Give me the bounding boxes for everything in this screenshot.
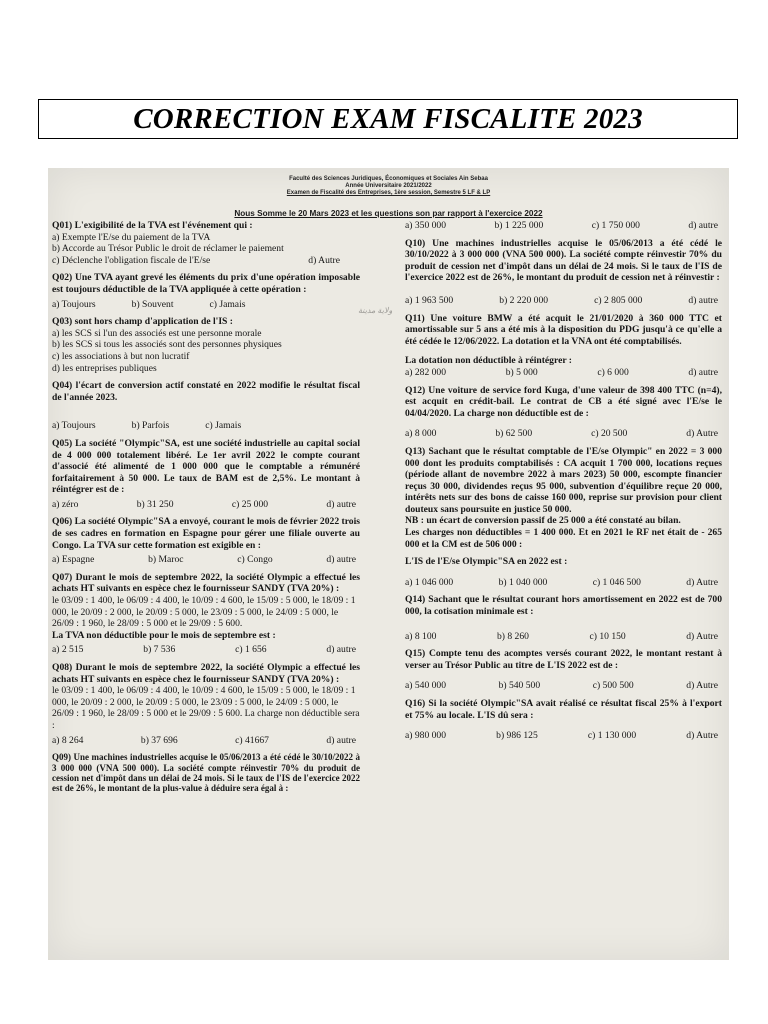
option-a: a) 2 515	[52, 644, 84, 656]
option-c: c) Jamais	[205, 420, 242, 432]
option-c: c) 1 130 000	[587, 730, 637, 742]
question-q14	[405, 594, 722, 642]
question-q09-options	[405, 220, 722, 232]
question-q03	[52, 316, 360, 374]
option-b: b) 31 250	[136, 498, 174, 510]
option-a: a) Toujours	[52, 298, 96, 310]
question-title: Q15) Compte tenu des acomptes versés courant 2022, le montant restant à verser au Trésor Public au titre de L'IS 2022 est de :	[405, 648, 722, 671]
exam-name: Examen de Fiscalité des Entreprises, 1ère session, Semestre 5 LF & LP	[286, 190, 491, 196]
title-box	[38, 99, 738, 139]
option-d: d) autre	[688, 366, 718, 378]
question-title: Q05) La société "Olympic"SA, est une société industrielle au capital social de 4 000 000 totalement libéré. Le 1er avril 2022 le compte courant d'associé été alimenté de 1 000 000 que le comptable a rémunéré forfaitairement à 50 000. Le taux de BAM est de 2,5%. Le montant à réintégrer est de :	[52, 437, 360, 496]
option-a: a) 282 000	[405, 366, 447, 378]
option-a: a) 980 000	[405, 730, 447, 742]
question-q15	[405, 648, 722, 692]
option-c: c) 20 500	[591, 428, 628, 440]
option-a: a) les SCS si l'un des associés est une personne morale	[52, 327, 262, 339]
question-title: Q09) Une machines industrielles acquise le 05/06/2013 a été cédé le 30/10/2022 à 3 000 000 (VNA 500 000). La société compte réinvestir 70% du produit de cession net d'impôt dans un délai de 24 mois. Si le taux de l'IS de l'exercice 2022 est de 26%, le montant de la plus-value à déduire sera égal à :	[52, 752, 360, 794]
faint-stamp: ولاية مدينة	[358, 306, 393, 315]
option-d: d) autre	[688, 294, 718, 306]
option-d: d) autre	[326, 734, 356, 746]
option-d: d) Autre	[686, 630, 718, 642]
option-d: d) autre	[688, 220, 718, 231]
question-ask: La dotation non déductible à réintégrer :	[405, 355, 573, 367]
option-c: c) 500 500	[592, 680, 634, 692]
option-a: a) 8 264	[52, 734, 84, 746]
question-title: Q12) Une voiture de service ford Kuga, d'une valeur de 398 400 TTC (n=4), est acquit en crédit-bail. Le contrat de CB a été signé avec l'E/se le 04/04/2020. La charge non déductible est de :	[405, 384, 722, 419]
academic-year: Année Universitaire 2021/2022	[345, 183, 432, 189]
option-c: c) 6 000	[597, 366, 629, 378]
option-c: c) 2 805 000	[594, 294, 643, 306]
question-title: Q11) Une voiture BMW a été acquit le 21/01/2020 à 360 000 TTC et amortissable sur 5 ans a été mis à la disposition du PDG jusqu'à ce qu'elle a été cédée le 12/06/2022. La dotation et la VNA ont été comptabilisés.	[405, 312, 722, 347]
left-column	[52, 220, 360, 800]
option-c: c) 1 750 000	[591, 220, 640, 231]
option-c: c) Jamais	[209, 298, 246, 310]
question-charges: Les charges non déductibles = 1 400 000. Et en 2021 le RF net était de - 265 000 et la CM est de 506 000 :	[405, 527, 722, 550]
option-c: c) 1 656	[235, 644, 267, 656]
option-d: d) les entreprises publiques	[52, 362, 157, 374]
option-b: b) 986 125	[496, 730, 538, 742]
option-a: a) Toujours	[52, 420, 96, 432]
option-a: a) 8 100	[405, 630, 437, 642]
scanned-exam-sheet	[48, 168, 729, 960]
option-a: a) 8 000	[405, 428, 437, 440]
question-ask: L'IS de l'E/se Olympic"SA en 2022 est :	[405, 556, 568, 568]
question-note: NB : un écart de conversion passif de 25 000 a été constaté au bilan.	[405, 515, 681, 527]
option-b: b) 7 536	[143, 644, 176, 656]
option-a: a) zéro	[52, 498, 79, 510]
option-d: d) autre	[326, 644, 356, 656]
option-b: b) 62 500	[495, 428, 533, 440]
faculty-name: Faculté des Sciences Juridiques, Économiques et Sociales Ain Sebaa	[289, 176, 488, 182]
option-a: a) 540 000	[405, 680, 447, 692]
question-q05	[52, 438, 360, 511]
question-q06	[52, 516, 360, 565]
question-ask: La TVA non déductible pour le mois de septembre est :	[52, 629, 276, 641]
option-a: a) 1 963 500	[405, 294, 454, 306]
option-b: b) 37 696	[140, 734, 178, 746]
option-d: d) autre	[326, 498, 356, 510]
right-column	[405, 220, 722, 748]
option-c: c) 10 150	[589, 630, 626, 642]
question-title: Q03) sont hors champ d'application de l'IS :	[52, 316, 233, 328]
option-d: d) autre	[326, 554, 356, 566]
option-d: d) Autre	[686, 730, 718, 742]
option-c: c) les associations à but non lucratif	[52, 350, 190, 362]
question-title: Q04) l'écart de conversion actif constaté en 2022 modifie le résultat fiscal de l'année 2023.	[52, 380, 360, 403]
option-a: a) Exempte l'E/se du paiement de la TVA	[52, 231, 211, 243]
question-q02	[52, 272, 360, 310]
option-b: b) 2 220 000	[499, 294, 549, 306]
option-c: c) 41667	[235, 734, 269, 746]
option-d: d) Autre	[686, 576, 718, 588]
option-b: b) 540 500	[498, 680, 541, 692]
question-title: Q07) Durant le mois de septembre 2022, la société Olympic a effectué les achats HT suivants en espèce chez le fournisseur SANDY (TVA 20%) :	[52, 571, 360, 595]
purchase-list: le 03/09 : 1 400, le 06/09 : 4 400, le 10/09 : 4 600, le 15/09 : 5 000, le 18/09 : 1 000, le 20/09 : 2 000, le 20/09 : 5 000, le 23/09 : 5 000, le 24/09 : 5 000, le 26/09 : 1 960, le 28/09 : 5 000 et le 29/09 : 5 600. La charge non déductible sera :	[52, 685, 360, 731]
question-title: Q16) Si la société Olympic"SA avait réalisé ce résultat fiscal 25% à l'export et 75% au locale. L'IS dû sera :	[405, 698, 722, 721]
question-title: Q02) Une TVA ayant grevé les éléments du prix d'une opération imposable est toujours déductible de la TVA appliquée à cette opération :	[52, 272, 360, 295]
option-b: b) Maroc	[148, 554, 184, 566]
question-title: Q13) Sachant que le résultat comptable de l'E/se Olympic" en 2022 = 3 000 000 dont les produits comptabilisés : CA acquit 1 700 000, locations reçues (période allant de novembre 2022 à mars 2023) 50 000, escompte financier reçus 30 000, dividendes reçus 95 000, subvention d'équilibre reçue 20 000, intérêts nets sur des bons de caisse 160 000, reprise sur provision pour client douteux sans poursuite en justice 50 000.	[405, 445, 722, 515]
question-title: Q06) La société Olympic"SA a envoyé, courant le mois de février 2022 trois de ses cadres en formation en Espagne pour gérer une filiale ouverte au Congo. La TVA sur cette formation est exigible en :	[52, 516, 360, 551]
page-title: CORRECTION EXAM FISCALITE 2023	[133, 102, 643, 135]
option-c: c) 1 046 500	[592, 576, 641, 588]
question-q07	[52, 572, 360, 656]
question-q08	[52, 662, 360, 746]
question-title: Q08) Durant le mois de septembre 2022, la société Olympic a effectué les achats HT suivants en espèce chez le fournisseur SANDY (TVA 20%) :	[52, 662, 360, 685]
question-q11	[405, 313, 722, 379]
question-q13	[405, 446, 722, 589]
option-b: b) 5 000	[505, 366, 538, 378]
question-title: Q10) Une machines industrielles acquise le 05/06/2013 a été cédé le 30/10/2022 à 3 000 000 (VNA 500 000). La société compte réinvestir 70% du produit de cession net d'impôt dans un délai de 24 mois. Si le taux de l'IS de l'exercice 2022 est de 26%, le montant du produit de cession net à réinvestir :	[405, 237, 722, 284]
option-d: d) Autre	[686, 680, 718, 692]
option-b: b) les SCS si tous les associés sont des personnes physiques	[52, 339, 282, 351]
question-q01	[52, 220, 360, 266]
question-q10	[405, 238, 722, 307]
option-b: b) Accorde au Trésor Public le droit de réclamer le paiement	[52, 243, 284, 255]
question-title: Q14) Sachant que le résultat courant hors amortissement en 2022 est de 700 000, la cotisation minimale est :	[405, 594, 722, 618]
option-c: c) Congo	[237, 554, 273, 566]
exam-subtitle: Nous Somme le 20 Mars 2023 et les questions son par rapport à l'exercice 2022	[234, 209, 543, 218]
option-b: b) Parfois	[131, 420, 170, 432]
option-c: c) Déclenche l'obligation fiscale de l'E/se	[52, 254, 211, 266]
option-a: a) Espagne	[52, 554, 95, 566]
option-b: b) 1 040 000	[498, 576, 548, 588]
option-c: c) 25 000	[231, 498, 269, 510]
option-a: a) 350 000	[405, 220, 447, 231]
question-q09	[52, 752, 360, 794]
option-b: b) 1 225 000	[494, 220, 544, 231]
option-d: d) Autre	[686, 428, 718, 440]
option-b: b) 8 260	[496, 630, 529, 642]
option-a: a) 1 046 000	[405, 576, 454, 588]
option-d: d) Autre	[308, 254, 340, 266]
question-q12	[405, 385, 722, 440]
question-q16	[405, 698, 722, 742]
question-q04	[52, 380, 360, 432]
option-b: b) Souvent	[131, 298, 174, 310]
question-title: Q01) L'exigibilité de la TVA est l'événement qui :	[52, 220, 253, 231]
purchase-list: le 03/09 : 1 400, le 06/09 : 4 400, le 10/09 : 4 600, le 15/09 : 5 000, le 18/09 : 1 000, le 20/09 : 2 000, le 20/09 : 5 000, le 23/09 : 5 000, le 24/09 : 5 000, le 26/09 : 1 960, le 28/09 : 5 000 et le 29/09 : 5 600.	[52, 595, 356, 630]
